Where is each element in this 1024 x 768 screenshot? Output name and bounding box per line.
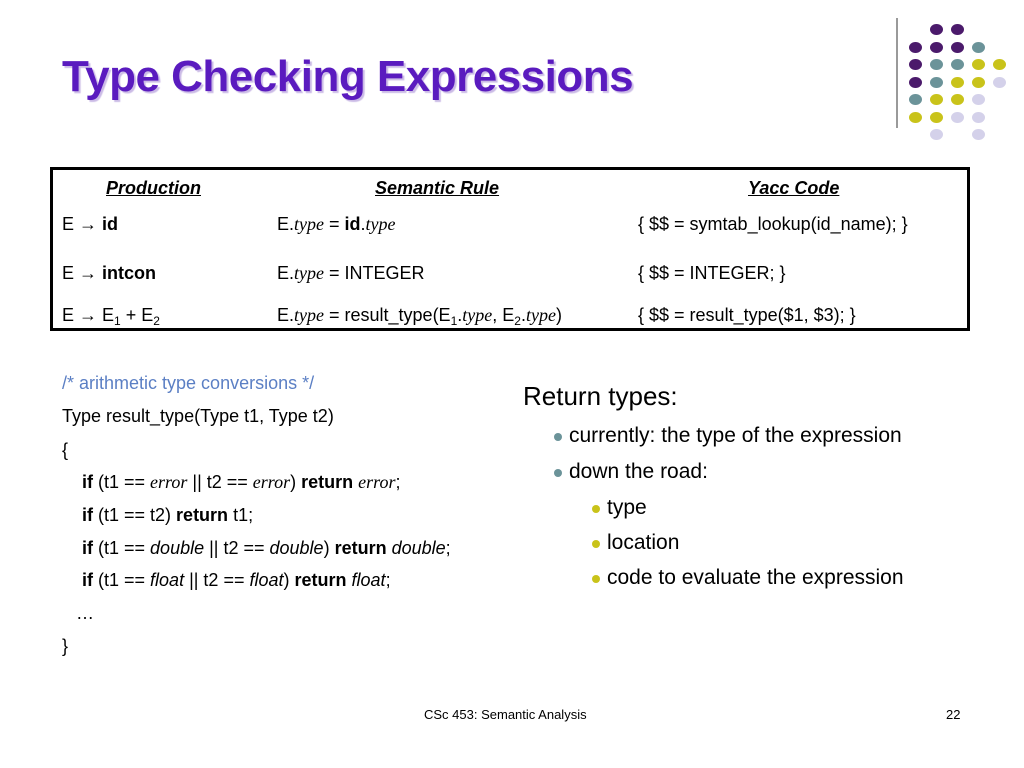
code-line-error: if (t1 == error || t2 == error) return error; [82, 472, 401, 492]
decorative-dot-grid [906, 20, 1016, 140]
decorative-dot [972, 129, 985, 140]
sub-bullet-dot-icon [592, 540, 600, 548]
decorative-dot [930, 42, 943, 53]
decorative-dot [951, 77, 964, 88]
decorative-dot [930, 59, 943, 70]
code-open-brace: { [62, 440, 69, 460]
decorative-dot [930, 112, 943, 123]
return-subitem-location: location [607, 531, 680, 554]
header-production: Production [106, 178, 201, 198]
production-table [50, 167, 970, 331]
header-yacc-code: Yacc Code [748, 178, 840, 198]
code-line-equal: if (t1 == t2) return t1; [82, 505, 254, 525]
row3-production: $E \to E_1 + E_2$ [62, 305, 160, 328]
return-item-future: down the road: [569, 460, 708, 483]
footer-course: CSc 453: Semantic Analysis [424, 707, 587, 722]
code-line-float: if (t1 == float || t2 == float) return float; [82, 570, 391, 590]
row2-semantic-rule: E.type = INTEGER [277, 263, 425, 283]
decorative-dot [972, 42, 985, 53]
row3-yacc-code: { $$ = result_type($1, $3); } [638, 305, 856, 325]
row1-yacc-code: { $$ = symtab_lookup(id_name); } [638, 214, 908, 234]
decorative-dot [972, 94, 985, 105]
row1-semantic-rule: E.type = id.type [277, 214, 396, 234]
decorative-dot [951, 24, 964, 35]
decorative-dot [951, 112, 964, 123]
row2-yacc-code: { $$ = INTEGER; } [638, 263, 786, 283]
return-subitem-type: type [607, 496, 647, 519]
code-signature: Type result_type(Type t1, Type t2) [62, 406, 334, 426]
decorative-dot [972, 112, 985, 123]
page-number: 22 [946, 707, 961, 722]
decorative-dot [972, 77, 985, 88]
decorative-dot [930, 129, 943, 140]
decorative-dot [909, 94, 922, 105]
decorative-dot [909, 112, 922, 123]
decorative-dot [930, 77, 943, 88]
decorative-dot [951, 42, 964, 53]
slide-title: Type Checking Expressions [62, 52, 634, 101]
decorative-dot [930, 24, 943, 35]
decorative-dot [930, 94, 943, 105]
sub-bullet-dot-icon [592, 505, 600, 513]
decorative-divider [896, 18, 898, 128]
return-item-current: currently: the type of the expression [569, 424, 902, 447]
decorative-dot [909, 59, 922, 70]
decorative-dot [951, 94, 964, 105]
decorative-dot [951, 59, 964, 70]
header-semantic-rule: Semantic Rule [375, 178, 500, 198]
bullet-dot-icon [554, 433, 562, 441]
code-line-double: if (t1 == double || t2 == double) return double; [82, 538, 451, 558]
row2-production: E → intcon [62, 263, 157, 283]
row3-semantic-rule: E.type = $result\_type(E_1.type$, $E_2.type$) [277, 305, 562, 328]
return-subitem-code: code to evaluate the expression [607, 566, 904, 589]
row1-production: E → id [62, 214, 119, 234]
decorative-dot [993, 59, 1006, 70]
sub-bullet-dot-icon [592, 575, 600, 583]
decorative-dot [909, 42, 922, 53]
code-close-brace: } [62, 636, 69, 656]
decorative-dot [972, 59, 985, 70]
decorative-dot [993, 77, 1006, 88]
code-comment: /* arithmetic type conversions */ [62, 373, 315, 393]
return-types-heading: Return types: [523, 381, 678, 411]
bullet-dot-icon [554, 469, 562, 477]
code-ellipsis: … [76, 603, 94, 623]
decorative-dot [909, 77, 922, 88]
